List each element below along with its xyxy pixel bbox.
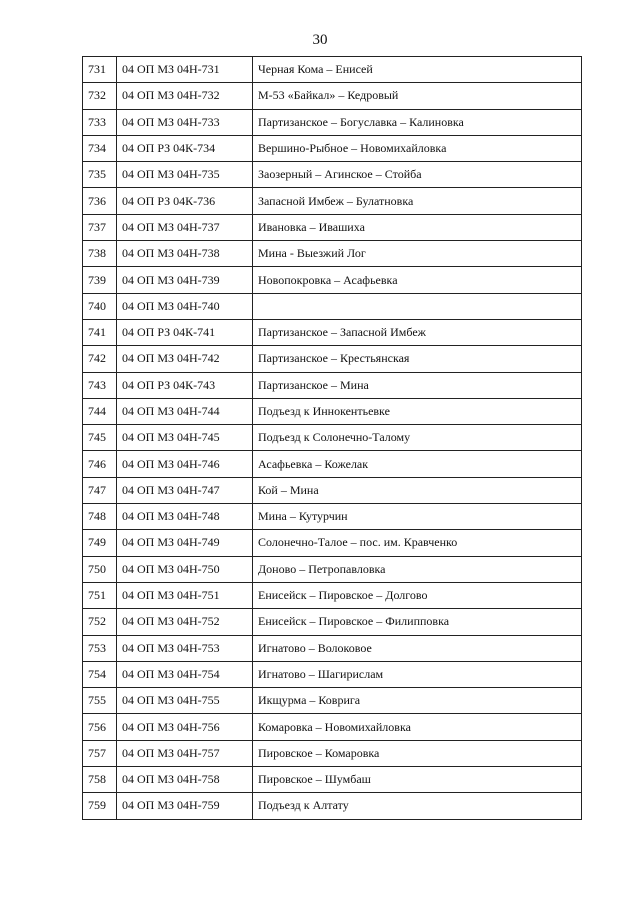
table-row bbox=[83, 162, 582, 188]
table-row bbox=[83, 504, 582, 530]
road-name-cell: Игнатово – Шагирислам bbox=[253, 661, 582, 687]
row-number-cell: 756 bbox=[83, 714, 117, 740]
table-row bbox=[83, 319, 582, 345]
road-code-cell: 04 ОП МЗ 04Н-742 bbox=[117, 346, 253, 372]
road-code-cell: 04 ОП РЗ 04К-741 bbox=[117, 319, 253, 345]
row-number-cell: 733 bbox=[83, 109, 117, 135]
road-code-cell: 04 ОП МЗ 04Н-738 bbox=[117, 241, 253, 267]
row-number-cell: 755 bbox=[83, 688, 117, 714]
table-row bbox=[83, 556, 582, 582]
roads-table-body bbox=[83, 57, 582, 820]
road-name-cell: Партизанское – Запасной Имбеж bbox=[253, 319, 582, 345]
row-number-cell: 736 bbox=[83, 188, 117, 214]
road-code-cell: 04 ОП РЗ 04К-743 bbox=[117, 372, 253, 398]
row-number-cell: 731 bbox=[83, 57, 117, 83]
row-number-cell: 738 bbox=[83, 241, 117, 267]
row-number-cell: 751 bbox=[83, 582, 117, 608]
row-number-cell: 743 bbox=[83, 372, 117, 398]
road-code-cell: 04 ОП МЗ 04Н-758 bbox=[117, 767, 253, 793]
road-name-cell: Икщурма – Коврига bbox=[253, 688, 582, 714]
road-code-cell: 04 ОП МЗ 04Н-740 bbox=[117, 293, 253, 319]
road-name-cell: Подъезд к Иннокентьевке bbox=[253, 398, 582, 424]
row-number-cell: 749 bbox=[83, 530, 117, 556]
table-row bbox=[83, 530, 582, 556]
table-row bbox=[83, 83, 582, 109]
table-row bbox=[83, 241, 582, 267]
road-name-cell: Енисейск – Пировское – Филипповка bbox=[253, 609, 582, 635]
row-number-cell: 748 bbox=[83, 504, 117, 530]
road-name-cell: Подъезд к Алтату bbox=[253, 793, 582, 819]
table-row bbox=[83, 661, 582, 687]
road-name-cell: Доново – Петропавловка bbox=[253, 556, 582, 582]
road-name-cell: Игнатово – Волоковое bbox=[253, 635, 582, 661]
road-name-cell: Партизанское – Мина bbox=[253, 372, 582, 398]
road-code-cell: 04 ОП МЗ 04Н-759 bbox=[117, 793, 253, 819]
road-name-cell: Асафьевка – Кожелак bbox=[253, 451, 582, 477]
road-name-cell: Комаровка – Новомихайловка bbox=[253, 714, 582, 740]
row-number-cell: 737 bbox=[83, 214, 117, 240]
row-number-cell: 754 bbox=[83, 661, 117, 687]
road-code-cell: 04 ОП МЗ 04Н-748 bbox=[117, 504, 253, 530]
road-code-cell: 04 ОП МЗ 04Н-755 bbox=[117, 688, 253, 714]
road-code-cell: 04 ОП МЗ 04Н-744 bbox=[117, 398, 253, 424]
road-code-cell: 04 ОП МЗ 04Н-732 bbox=[117, 83, 253, 109]
road-code-cell: 04 ОП МЗ 04Н-731 bbox=[117, 57, 253, 83]
row-number-cell: 740 bbox=[83, 293, 117, 319]
table-row bbox=[83, 267, 582, 293]
table-row bbox=[83, 398, 582, 424]
road-name-cell: Заозерный – Агинское – Стойба bbox=[253, 162, 582, 188]
table-row bbox=[83, 714, 582, 740]
road-code-cell: 04 ОП МЗ 04Н-750 bbox=[117, 556, 253, 582]
table-row bbox=[83, 793, 582, 819]
road-name-cell: Черная Кома – Енисей bbox=[253, 57, 582, 83]
row-number-cell: 747 bbox=[83, 477, 117, 503]
road-code-cell: 04 ОП МЗ 04Н-751 bbox=[117, 582, 253, 608]
row-number-cell: 753 bbox=[83, 635, 117, 661]
road-name-cell: М-53 «Байкал» – Кедровый bbox=[253, 83, 582, 109]
table-row bbox=[83, 188, 582, 214]
table-row bbox=[83, 214, 582, 240]
road-name-cell: Солонечно-Талое – пос. им. Кравченко bbox=[253, 530, 582, 556]
road-code-cell: 04 ОП МЗ 04Н-735 bbox=[117, 162, 253, 188]
table-row bbox=[83, 451, 582, 477]
row-number-cell: 750 bbox=[83, 556, 117, 582]
page-number: 30 bbox=[312, 32, 328, 48]
row-number-cell: 739 bbox=[83, 267, 117, 293]
table-row bbox=[83, 109, 582, 135]
table-row bbox=[83, 740, 582, 766]
row-number-cell: 746 bbox=[83, 451, 117, 477]
roads-table bbox=[82, 56, 582, 820]
road-code-cell: 04 ОП МЗ 04Н-754 bbox=[117, 661, 253, 687]
road-name-cell: Запасной Имбеж – Булатновка bbox=[253, 188, 582, 214]
road-name-cell: Мина - Выезжий Лог bbox=[253, 241, 582, 267]
row-number-cell: 745 bbox=[83, 425, 117, 451]
road-name-cell: Подъезд к Солонечно-Талому bbox=[253, 425, 582, 451]
table-row bbox=[83, 477, 582, 503]
table-row bbox=[83, 372, 582, 398]
table-row bbox=[83, 635, 582, 661]
road-code-cell: 04 ОП МЗ 04Н-752 bbox=[117, 609, 253, 635]
row-number-cell: 734 bbox=[83, 135, 117, 161]
road-code-cell: 04 ОП МЗ 04Н-747 bbox=[117, 477, 253, 503]
road-name-cell: Пировское – Шумбаш bbox=[253, 767, 582, 793]
road-code-cell: 04 ОП МЗ 04Н-757 bbox=[117, 740, 253, 766]
table-row bbox=[83, 582, 582, 608]
road-code-cell: 04 ОП МЗ 04Н-739 bbox=[117, 267, 253, 293]
row-number-cell: 752 bbox=[83, 609, 117, 635]
road-code-cell: 04 ОП РЗ 04К-734 bbox=[117, 135, 253, 161]
table-row bbox=[83, 688, 582, 714]
road-name-cell: Ивановка – Ивашиха bbox=[253, 214, 582, 240]
table-row bbox=[83, 135, 582, 161]
row-number-cell: 757 bbox=[83, 740, 117, 766]
row-number-cell: 758 bbox=[83, 767, 117, 793]
road-name-cell: Новопокровка – Асафьевка bbox=[253, 267, 582, 293]
row-number-cell: 742 bbox=[83, 346, 117, 372]
road-name-cell: Пировское – Комаровка bbox=[253, 740, 582, 766]
row-number-cell: 759 bbox=[83, 793, 117, 819]
row-number-cell: 735 bbox=[83, 162, 117, 188]
road-code-cell: 04 ОП МЗ 04Н-749 bbox=[117, 530, 253, 556]
table-row bbox=[83, 767, 582, 793]
road-code-cell: 04 ОП МЗ 04Н-753 bbox=[117, 635, 253, 661]
road-code-cell: 04 ОП МЗ 04Н-746 bbox=[117, 451, 253, 477]
road-code-cell: 04 ОП РЗ 04К-736 bbox=[117, 188, 253, 214]
road-name-cell bbox=[253, 293, 582, 319]
road-code-cell: 04 ОП МЗ 04Н-733 bbox=[117, 109, 253, 135]
table-row bbox=[83, 346, 582, 372]
road-name-cell: Партизанское – Богуславка – Калиновка bbox=[253, 109, 582, 135]
road-code-cell: 04 ОП МЗ 04Н-745 bbox=[117, 425, 253, 451]
table-row bbox=[83, 609, 582, 635]
row-number-cell: 744 bbox=[83, 398, 117, 424]
road-code-cell: 04 ОП МЗ 04Н-737 bbox=[117, 214, 253, 240]
row-number-cell: 741 bbox=[83, 319, 117, 345]
table-row bbox=[83, 57, 582, 83]
row-number-cell: 732 bbox=[83, 83, 117, 109]
road-name-cell: Вершино-Рыбное – Новомихайловка bbox=[253, 135, 582, 161]
road-code-cell: 04 ОП МЗ 04Н-756 bbox=[117, 714, 253, 740]
table-row bbox=[83, 293, 582, 319]
road-name-cell: Партизанское – Крестьянская bbox=[253, 346, 582, 372]
road-name-cell: Енисейск – Пировское – Долгово bbox=[253, 582, 582, 608]
road-name-cell: Кой – Мина bbox=[253, 477, 582, 503]
road-name-cell: Мина – Кутурчин bbox=[253, 504, 582, 530]
table-row bbox=[83, 425, 582, 451]
